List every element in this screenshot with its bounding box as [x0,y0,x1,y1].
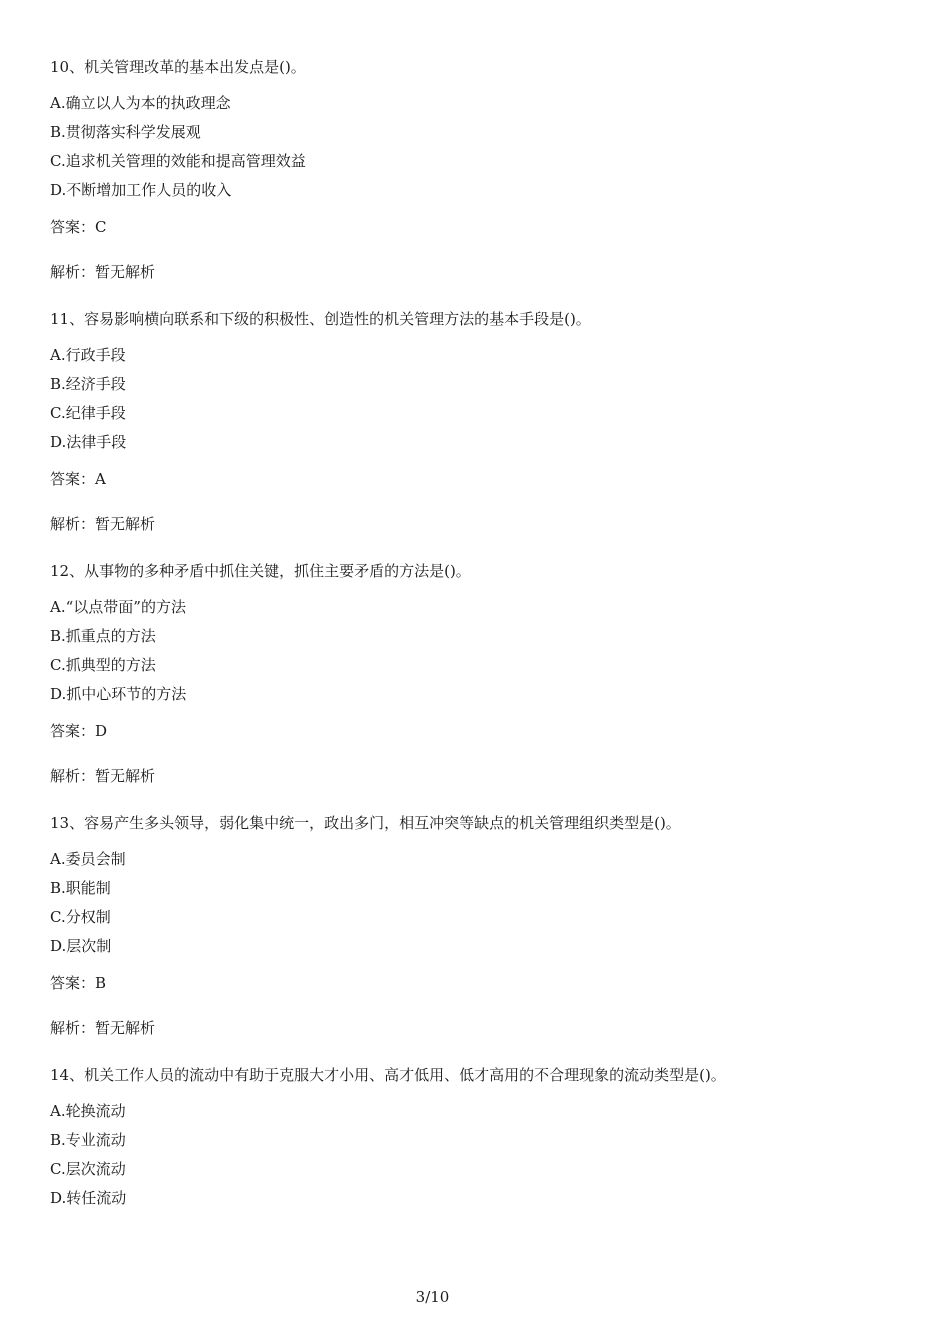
question-14-option-a: A.轮换流动 [50,1102,126,1120]
question-13-option-d: D.层次制 [50,937,112,955]
question-10-option-a: A.确立以人为本的执政理念 [50,94,231,112]
question-13-option-b: B.职能制 [50,879,111,897]
question-13-stem: 13、容易产生多头领导，弱化集中统一，政出多门，相互冲突等缺点的机关管理组织类型是()。 [50,814,681,832]
question-10-option-c: C.追求机关管理的效能和提高管理效益 [50,152,306,170]
question-12-option-a: A.“以点带面”的方法 [50,598,186,616]
question-11-answer: 答案：A [50,470,106,488]
question-12-analysis: 解析：暂无解析 [50,767,156,785]
question-12-option-b: B.抓重点的方法 [50,627,156,645]
page-number: 3/10 [415,1288,450,1306]
question-10-answer: 答案：C [50,218,107,236]
question-14-option-d: D.转任流动 [50,1189,127,1207]
question-10-stem: 10、机关管理改革的基本出发点是()。 [50,58,306,76]
question-12-answer: 答案：D [50,722,108,740]
question-10-option-b: B.贯彻落实科学发展观 [50,123,201,141]
question-14-option-b: B.专业流动 [50,1131,126,1149]
question-11-stem: 11、容易影响横向联系和下级的积极性、创造性的机关管理方法的基本手段是()。 [50,310,591,328]
question-12-option-c: C.抓典型的方法 [50,656,156,674]
question-12-stem: 12、从事物的多种矛盾中抓住关键，抓住主要矛盾的方法是()。 [50,562,471,580]
question-11-analysis: 解析：暂无解析 [50,515,156,533]
question-14-stem: 14、机关工作人员的流动中有助于克服大才小用、高才低用、低才高用的不合理现象的流动类型是()。 [50,1066,726,1084]
question-13-analysis: 解析：暂无解析 [50,1019,156,1037]
question-10-analysis: 解析：暂无解析 [50,263,156,281]
question-11-option-c: C.纪律手段 [50,404,126,422]
question-11-option-a: A.行政手段 [50,346,126,364]
question-13-answer: 答案：B [50,974,107,992]
question-13-option-c: C.分权制 [50,908,111,926]
question-11-option-b: B.经济手段 [50,375,126,393]
question-13-option-a: A.委员会制 [50,850,126,868]
question-11-option-d: D.法律手段 [50,433,127,451]
question-14-option-c: C.层次流动 [50,1160,126,1178]
question-10-option-d: D.不断增加工作人员的收入 [50,181,232,199]
question-12-option-d: D.抓中心环节的方法 [50,685,187,703]
